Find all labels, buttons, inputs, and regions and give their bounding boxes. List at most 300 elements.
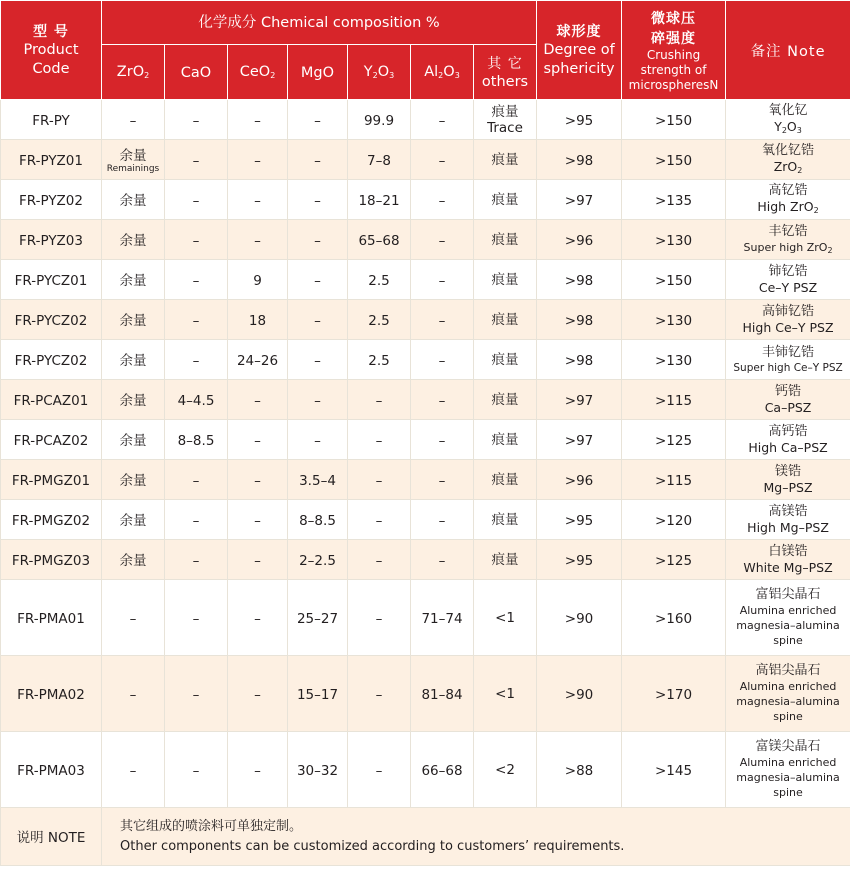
cell-zro2 — [102, 100, 165, 140]
cell-crushing-value: >130 — [654, 353, 693, 369]
cell-others — [474, 460, 537, 500]
al2o3-c: O — [443, 64, 455, 80]
cell-product-code-value: FR-PMGZ01 — [11, 473, 91, 489]
cell-y2o3 — [348, 656, 411, 732]
note-line: spine — [773, 634, 803, 647]
cell-mgo-value: – — [314, 113, 321, 129]
cell-ceo2-value: – — [254, 113, 261, 129]
header-remark — [726, 1, 850, 100]
cell-note — [726, 260, 850, 300]
cell-mgo — [288, 420, 348, 460]
table-row — [1, 140, 850, 180]
cell-cao — [165, 180, 228, 220]
cell-crushing — [622, 340, 726, 380]
cell-note — [726, 460, 850, 500]
note-line: 高铝尖晶石 — [755, 663, 821, 678]
cell-al2o3 — [411, 540, 474, 580]
cell-zro2-value: 余量 — [119, 233, 147, 249]
header-col-others — [474, 45, 537, 100]
cell-crushing — [622, 732, 726, 808]
note-line: 丰钇锆 — [768, 223, 808, 239]
note-formula-part: High ZrO — [757, 198, 814, 214]
note-line: 高铈钇锆 — [762, 303, 815, 319]
cell-ceo2-value: 9 — [253, 273, 262, 289]
note-formula-part: Y — [774, 118, 782, 134]
cell-zro2 — [102, 300, 165, 340]
ceo2-sub: 2 — [270, 71, 276, 80]
cell-cao-value: – — [192, 193, 200, 209]
cell-al2o3-value: 66–68 — [421, 763, 463, 779]
table-row — [1, 380, 850, 420]
cell-others — [474, 656, 537, 732]
note-line: 氧化钇 — [768, 102, 808, 118]
cell-al2o3 — [411, 300, 474, 340]
cell-others — [474, 140, 537, 180]
cell-zro2-value: 余量 — [119, 273, 147, 289]
header-sphericity-en1: Degree of — [543, 42, 615, 58]
footer-row — [1, 808, 850, 866]
cell-crushing — [622, 656, 726, 732]
table-body — [1, 100, 850, 808]
cell-zro2 — [102, 140, 165, 180]
note-line: 高镁锆 — [768, 503, 808, 519]
cell-sphericity — [537, 500, 622, 540]
others-en: others — [481, 73, 529, 90]
cell-y2o3-value: 2.5 — [368, 353, 390, 369]
cell-y2o3-value: 7–8 — [367, 153, 391, 169]
cell-others-value: 痕量 — [491, 471, 519, 488]
cell-mgo — [288, 580, 348, 656]
cell-cao — [165, 420, 228, 460]
cell-ceo2-value: – — [254, 611, 261, 627]
cell-mgo — [288, 540, 348, 580]
cell-crushing-value: >115 — [654, 393, 693, 409]
cell-sphericity — [537, 420, 622, 460]
cell-crushing — [622, 460, 726, 500]
cell-sphericity — [537, 732, 622, 808]
cell-mgo — [288, 260, 348, 300]
cell-sphericity-value: >98 — [564, 273, 594, 289]
cell-others — [474, 300, 537, 340]
cell-ceo2-value: 24–26 — [236, 353, 279, 369]
note-line: High Ce–Y PSZ — [742, 319, 834, 335]
cell-note — [726, 656, 850, 732]
cell-mgo — [288, 500, 348, 540]
cell-y2o3-value: 65–68 — [358, 233, 400, 249]
cell-product-code — [1, 732, 102, 808]
cell-product-code-value: FR-PYZ02 — [19, 193, 83, 209]
cell-cao — [165, 100, 228, 140]
header-remark-label: 备注 Note — [750, 43, 826, 60]
cell-crushing — [622, 300, 726, 340]
cell-al2o3 — [411, 500, 474, 540]
cell-product-code — [1, 100, 102, 140]
cell-ceo2-value: 18 — [248, 313, 267, 329]
cell-ceo2 — [228, 340, 288, 380]
cell-ceo2-value: – — [254, 763, 261, 779]
cell-ceo2 — [228, 100, 288, 140]
cell-ceo2 — [228, 380, 288, 420]
cell-product-code — [1, 500, 102, 540]
note-formula-part: Super high ZrO — [743, 240, 828, 254]
cell-al2o3 — [411, 420, 474, 460]
cell-crushing-value: >125 — [654, 433, 693, 449]
cell-others-value: 痕量 — [491, 431, 519, 448]
cell-y2o3 — [348, 100, 411, 140]
note-line: 丰铈钇锆 — [762, 344, 815, 360]
cell-cao-value: – — [192, 763, 200, 779]
cell-sphericity-value: >98 — [564, 313, 594, 329]
cell-y2o3-value: – — [375, 473, 383, 489]
cell-others-en: Trace — [487, 119, 523, 136]
cell-al2o3-value: – — [438, 193, 446, 209]
note-line: magnesia–alumina — [736, 619, 840, 632]
note-line: spine — [773, 786, 803, 799]
cell-sphericity — [537, 300, 622, 340]
cell-y2o3 — [348, 420, 411, 460]
cell-y2o3-value: – — [375, 433, 383, 449]
cell-product-code — [1, 140, 102, 180]
header-crushing-strength — [622, 1, 726, 100]
cell-product-code-value: FR-PCAZ02 — [13, 433, 89, 449]
cell-zro2-value: – — [129, 611, 137, 627]
cell-crushing — [622, 420, 726, 460]
cell-mgo-value: – — [314, 353, 321, 369]
header-product-code — [1, 1, 102, 100]
note-line: Alumina enriched — [739, 680, 837, 693]
note-formula-part: 3 — [796, 125, 802, 135]
cell-y2o3-value: – — [375, 687, 383, 703]
cell-cao-value: – — [192, 353, 200, 369]
cell-cao — [165, 380, 228, 420]
header-composition — [102, 1, 537, 45]
cell-sphericity-value: >96 — [564, 233, 594, 249]
cell-ceo2-value: – — [254, 233, 261, 249]
header-sphericity-en2: sphericity — [543, 61, 615, 77]
cell-sphericity-value: >95 — [564, 113, 594, 129]
cell-note — [726, 500, 850, 540]
table-row — [1, 732, 850, 808]
cell-crushing — [622, 220, 726, 260]
cell-cao-value: – — [192, 233, 200, 249]
table-row — [1, 540, 850, 580]
cell-zro2-value: – — [129, 763, 137, 779]
cell-y2o3-value: – — [375, 393, 383, 409]
al2o3-a: Al — [424, 64, 439, 80]
cell-zro2 — [102, 500, 165, 540]
note-formula-part: O — [786, 118, 797, 134]
cell-cao-value: 8–8.5 — [177, 433, 215, 449]
cell-cao — [165, 732, 228, 808]
y2o3-b: 2 — [372, 71, 378, 80]
note-line: Alumina enriched — [739, 604, 837, 617]
ceo2-main: CeO — [239, 64, 271, 80]
note-formula — [726, 159, 850, 177]
cell-note — [726, 300, 850, 340]
cell-y2o3 — [348, 340, 411, 380]
cell-product-code-value: FR-PYZ01 — [19, 153, 83, 169]
cell-sphericity-value: >95 — [564, 553, 594, 569]
cell-y2o3-value: – — [375, 513, 383, 529]
cell-product-code — [1, 260, 102, 300]
cell-cao-value: – — [192, 313, 200, 329]
cell-sphericity — [537, 340, 622, 380]
header-crush-en3: microspheresN — [628, 77, 719, 92]
table-row — [1, 300, 850, 340]
header-col-mgo — [288, 45, 348, 100]
cell-al2o3-value: 81–84 — [421, 687, 463, 703]
footer-cn: 其它组成的喷涂料可单独定制。 — [120, 818, 303, 834]
cell-al2o3-value: – — [438, 273, 446, 289]
cell-mgo-value: 2–2.5 — [299, 553, 336, 569]
cell-sphericity-value: >97 — [564, 393, 594, 409]
cell-cao — [165, 540, 228, 580]
cell-product-code — [1, 656, 102, 732]
cell-sphericity — [537, 180, 622, 220]
cell-mgo-value: – — [314, 233, 321, 249]
note-line: 富镁尖晶石 — [755, 739, 821, 754]
cell-others — [474, 260, 537, 300]
cell-sphericity — [537, 540, 622, 580]
cell-crushing — [622, 260, 726, 300]
cell-zro2 — [102, 380, 165, 420]
cell-others-value: 痕量 — [491, 391, 519, 408]
cell-sphericity — [537, 580, 622, 656]
cell-product-code — [1, 300, 102, 340]
cell-others — [474, 180, 537, 220]
cell-al2o3-value: – — [438, 113, 446, 129]
cell-mgo-value: 25–27 — [296, 611, 339, 627]
cell-note — [726, 420, 850, 460]
note-line: 钙锆 — [775, 383, 802, 399]
cell-ceo2-value: – — [254, 193, 261, 209]
cell-al2o3 — [411, 380, 474, 420]
cell-cao — [165, 580, 228, 656]
cell-mgo — [288, 300, 348, 340]
cell-al2o3-value: – — [438, 433, 446, 449]
note-formula-part: 2 — [797, 165, 803, 175]
cell-others-value: 痕量 — [491, 103, 519, 120]
mgo-label: MgO — [300, 64, 335, 81]
cell-mgo-value: – — [314, 313, 321, 329]
table-row — [1, 580, 850, 656]
cell-y2o3 — [348, 580, 411, 656]
cell-others — [474, 380, 537, 420]
cell-ceo2-value: – — [254, 433, 261, 449]
cell-cao — [165, 460, 228, 500]
cell-sphericity — [537, 656, 622, 732]
cell-zro2-value: 余量 — [119, 553, 147, 569]
cell-crushing-value: >125 — [654, 553, 693, 569]
cell-y2o3-value: 99.9 — [363, 113, 395, 129]
note-line: Mg–PSZ — [763, 479, 813, 495]
cell-al2o3 — [411, 656, 474, 732]
note-line: 铈钇锆 — [768, 263, 808, 279]
cell-others — [474, 580, 537, 656]
cell-product-code — [1, 340, 102, 380]
table-row — [1, 340, 850, 380]
note-formula-part: ZrO — [773, 158, 798, 174]
cell-zro2-value: 余量 — [119, 193, 147, 209]
cell-zro2 — [102, 580, 165, 656]
cell-product-code-value: FR-PY — [32, 113, 70, 129]
cell-mgo — [288, 140, 348, 180]
note-line: 镁锆 — [775, 463, 802, 479]
footer-label-text: 说明 NOTE — [16, 830, 86, 846]
cell-cao-value: – — [192, 113, 200, 129]
cell-sphericity-value: >98 — [564, 153, 594, 169]
cell-others-value: 痕量 — [491, 191, 519, 208]
cao-label: CaO — [180, 64, 212, 81]
note-line: 白镁锆 — [768, 543, 808, 559]
cell-al2o3 — [411, 260, 474, 300]
cell-y2o3-value: 18–21 — [358, 193, 400, 209]
footer-en: Other components can be customized according to customers’ requirements. — [120, 838, 625, 854]
cell-others — [474, 220, 537, 260]
cell-ceo2 — [228, 460, 288, 500]
note-line: Ca–PSZ — [764, 399, 812, 415]
cell-cao-value: – — [192, 513, 200, 529]
note-formula-part: 2 — [813, 205, 819, 215]
cell-ceo2 — [228, 656, 288, 732]
cell-zro2 — [102, 420, 165, 460]
cell-product-code-value: FR-PMA01 — [17, 611, 85, 627]
cell-al2o3-value: – — [438, 473, 446, 489]
cell-zro2-value: – — [129, 687, 137, 703]
cell-others-value: <2 — [495, 761, 515, 778]
header-crush-en2: strength of — [640, 62, 707, 77]
cell-cao-value: – — [192, 153, 200, 169]
cell-sphericity — [537, 260, 622, 300]
cell-zro2-value: 余量 — [119, 513, 147, 529]
cell-y2o3-value: 2.5 — [368, 313, 390, 329]
cell-mgo — [288, 380, 348, 420]
header-col-ceo2 — [228, 45, 288, 100]
cell-zro2-value: 余量 — [119, 433, 147, 449]
footer-label — [1, 808, 102, 866]
note-line: 高钇锆 — [768, 182, 808, 198]
header-col-cao — [165, 45, 228, 100]
cell-crushing-value: >160 — [654, 611, 693, 627]
cell-y2o3-value: – — [375, 763, 383, 779]
cell-zro2 — [102, 220, 165, 260]
cell-product-code-value: FR-PYCZ02 — [14, 353, 88, 369]
cell-crushing-value: >170 — [654, 687, 693, 703]
cell-others-value: 痕量 — [491, 351, 519, 368]
cell-others — [474, 540, 537, 580]
table-row — [1, 260, 850, 300]
cell-others — [474, 100, 537, 140]
cell-product-code-value: FR-PYCZ01 — [14, 273, 88, 289]
cell-al2o3-value: – — [438, 313, 446, 329]
cell-zro2-value: 余量 — [119, 147, 147, 164]
cell-al2o3 — [411, 460, 474, 500]
cell-cao-value: 4–4.5 — [177, 393, 215, 409]
cell-sphericity-value: >97 — [564, 193, 594, 209]
header-code-en2: Code — [32, 61, 70, 77]
cell-product-code — [1, 220, 102, 260]
note-line: Ce–Y PSZ — [758, 279, 818, 295]
note-line: 氧化钇锆 — [762, 142, 815, 158]
note-line: High Mg–PSZ — [747, 519, 829, 535]
cell-mgo-value: 3.5–4 — [299, 473, 336, 489]
cell-note — [726, 732, 850, 808]
cell-y2o3 — [348, 380, 411, 420]
cell-note — [726, 220, 850, 260]
cell-zro2 — [102, 732, 165, 808]
cell-sphericity-value: >98 — [564, 353, 594, 369]
cell-zro2 — [102, 340, 165, 380]
header-col-y2o3 — [348, 45, 411, 100]
cell-zro2 — [102, 656, 165, 732]
cell-crushing-value: >145 — [654, 763, 693, 779]
cell-crushing-value: >150 — [654, 273, 693, 289]
al2o3-d: 3 — [454, 71, 460, 80]
note-line: magnesia–alumina — [736, 695, 840, 708]
cell-al2o3 — [411, 140, 474, 180]
cell-crushing-value: >120 — [654, 513, 693, 529]
cell-mgo-value: 15–17 — [296, 687, 339, 703]
note-line: White Mg–PSZ — [743, 559, 833, 575]
cell-product-code-value: FR-PMGZ03 — [11, 553, 91, 569]
cell-others-value: 痕量 — [491, 271, 519, 288]
cell-product-code — [1, 540, 102, 580]
cell-product-code-value: FR-PYZ03 — [19, 233, 83, 249]
cell-others — [474, 340, 537, 380]
cell-note — [726, 140, 850, 180]
cell-y2o3 — [348, 220, 411, 260]
cell-crushing — [622, 580, 726, 656]
al2o3-b: 2 — [438, 71, 444, 80]
cell-crushing-value: >150 — [654, 153, 693, 169]
cell-crushing — [622, 100, 726, 140]
cell-ceo2-value: – — [254, 393, 261, 409]
cell-ceo2 — [228, 580, 288, 656]
header-crush-cn2: 碎强度 — [651, 30, 697, 47]
cell-product-code-value: FR-PMA03 — [17, 763, 85, 779]
cell-al2o3 — [411, 580, 474, 656]
cell-zro2 — [102, 540, 165, 580]
cell-product-code — [1, 420, 102, 460]
cell-cao-value: – — [192, 553, 200, 569]
cell-mgo-value: – — [314, 153, 321, 169]
cell-mgo — [288, 460, 348, 500]
cell-cao — [165, 260, 228, 300]
cell-al2o3-value: – — [438, 553, 446, 569]
cell-ceo2 — [228, 540, 288, 580]
cell-zro2-sub: Remainings — [106, 163, 160, 174]
cell-sphericity-value: >88 — [564, 763, 594, 779]
cell-mgo-value: 30–32 — [296, 763, 339, 779]
cell-mgo — [288, 656, 348, 732]
cell-crushing-value: >115 — [654, 473, 693, 489]
cell-crushing-value: >135 — [654, 193, 693, 209]
cell-ceo2 — [228, 500, 288, 540]
cell-al2o3 — [411, 100, 474, 140]
cell-al2o3-value: – — [438, 233, 446, 249]
cell-ceo2-value: – — [254, 473, 261, 489]
header-col-al2o3 — [411, 45, 474, 100]
cell-cao — [165, 220, 228, 260]
cell-ceo2-value: – — [254, 553, 261, 569]
cell-al2o3-value: – — [438, 393, 446, 409]
cell-note — [726, 180, 850, 220]
cell-al2o3-value: – — [438, 513, 446, 529]
cell-cao — [165, 656, 228, 732]
cell-y2o3-value: 2.5 — [368, 273, 390, 289]
cell-crushing — [622, 180, 726, 220]
cell-cao-value: – — [192, 473, 200, 489]
